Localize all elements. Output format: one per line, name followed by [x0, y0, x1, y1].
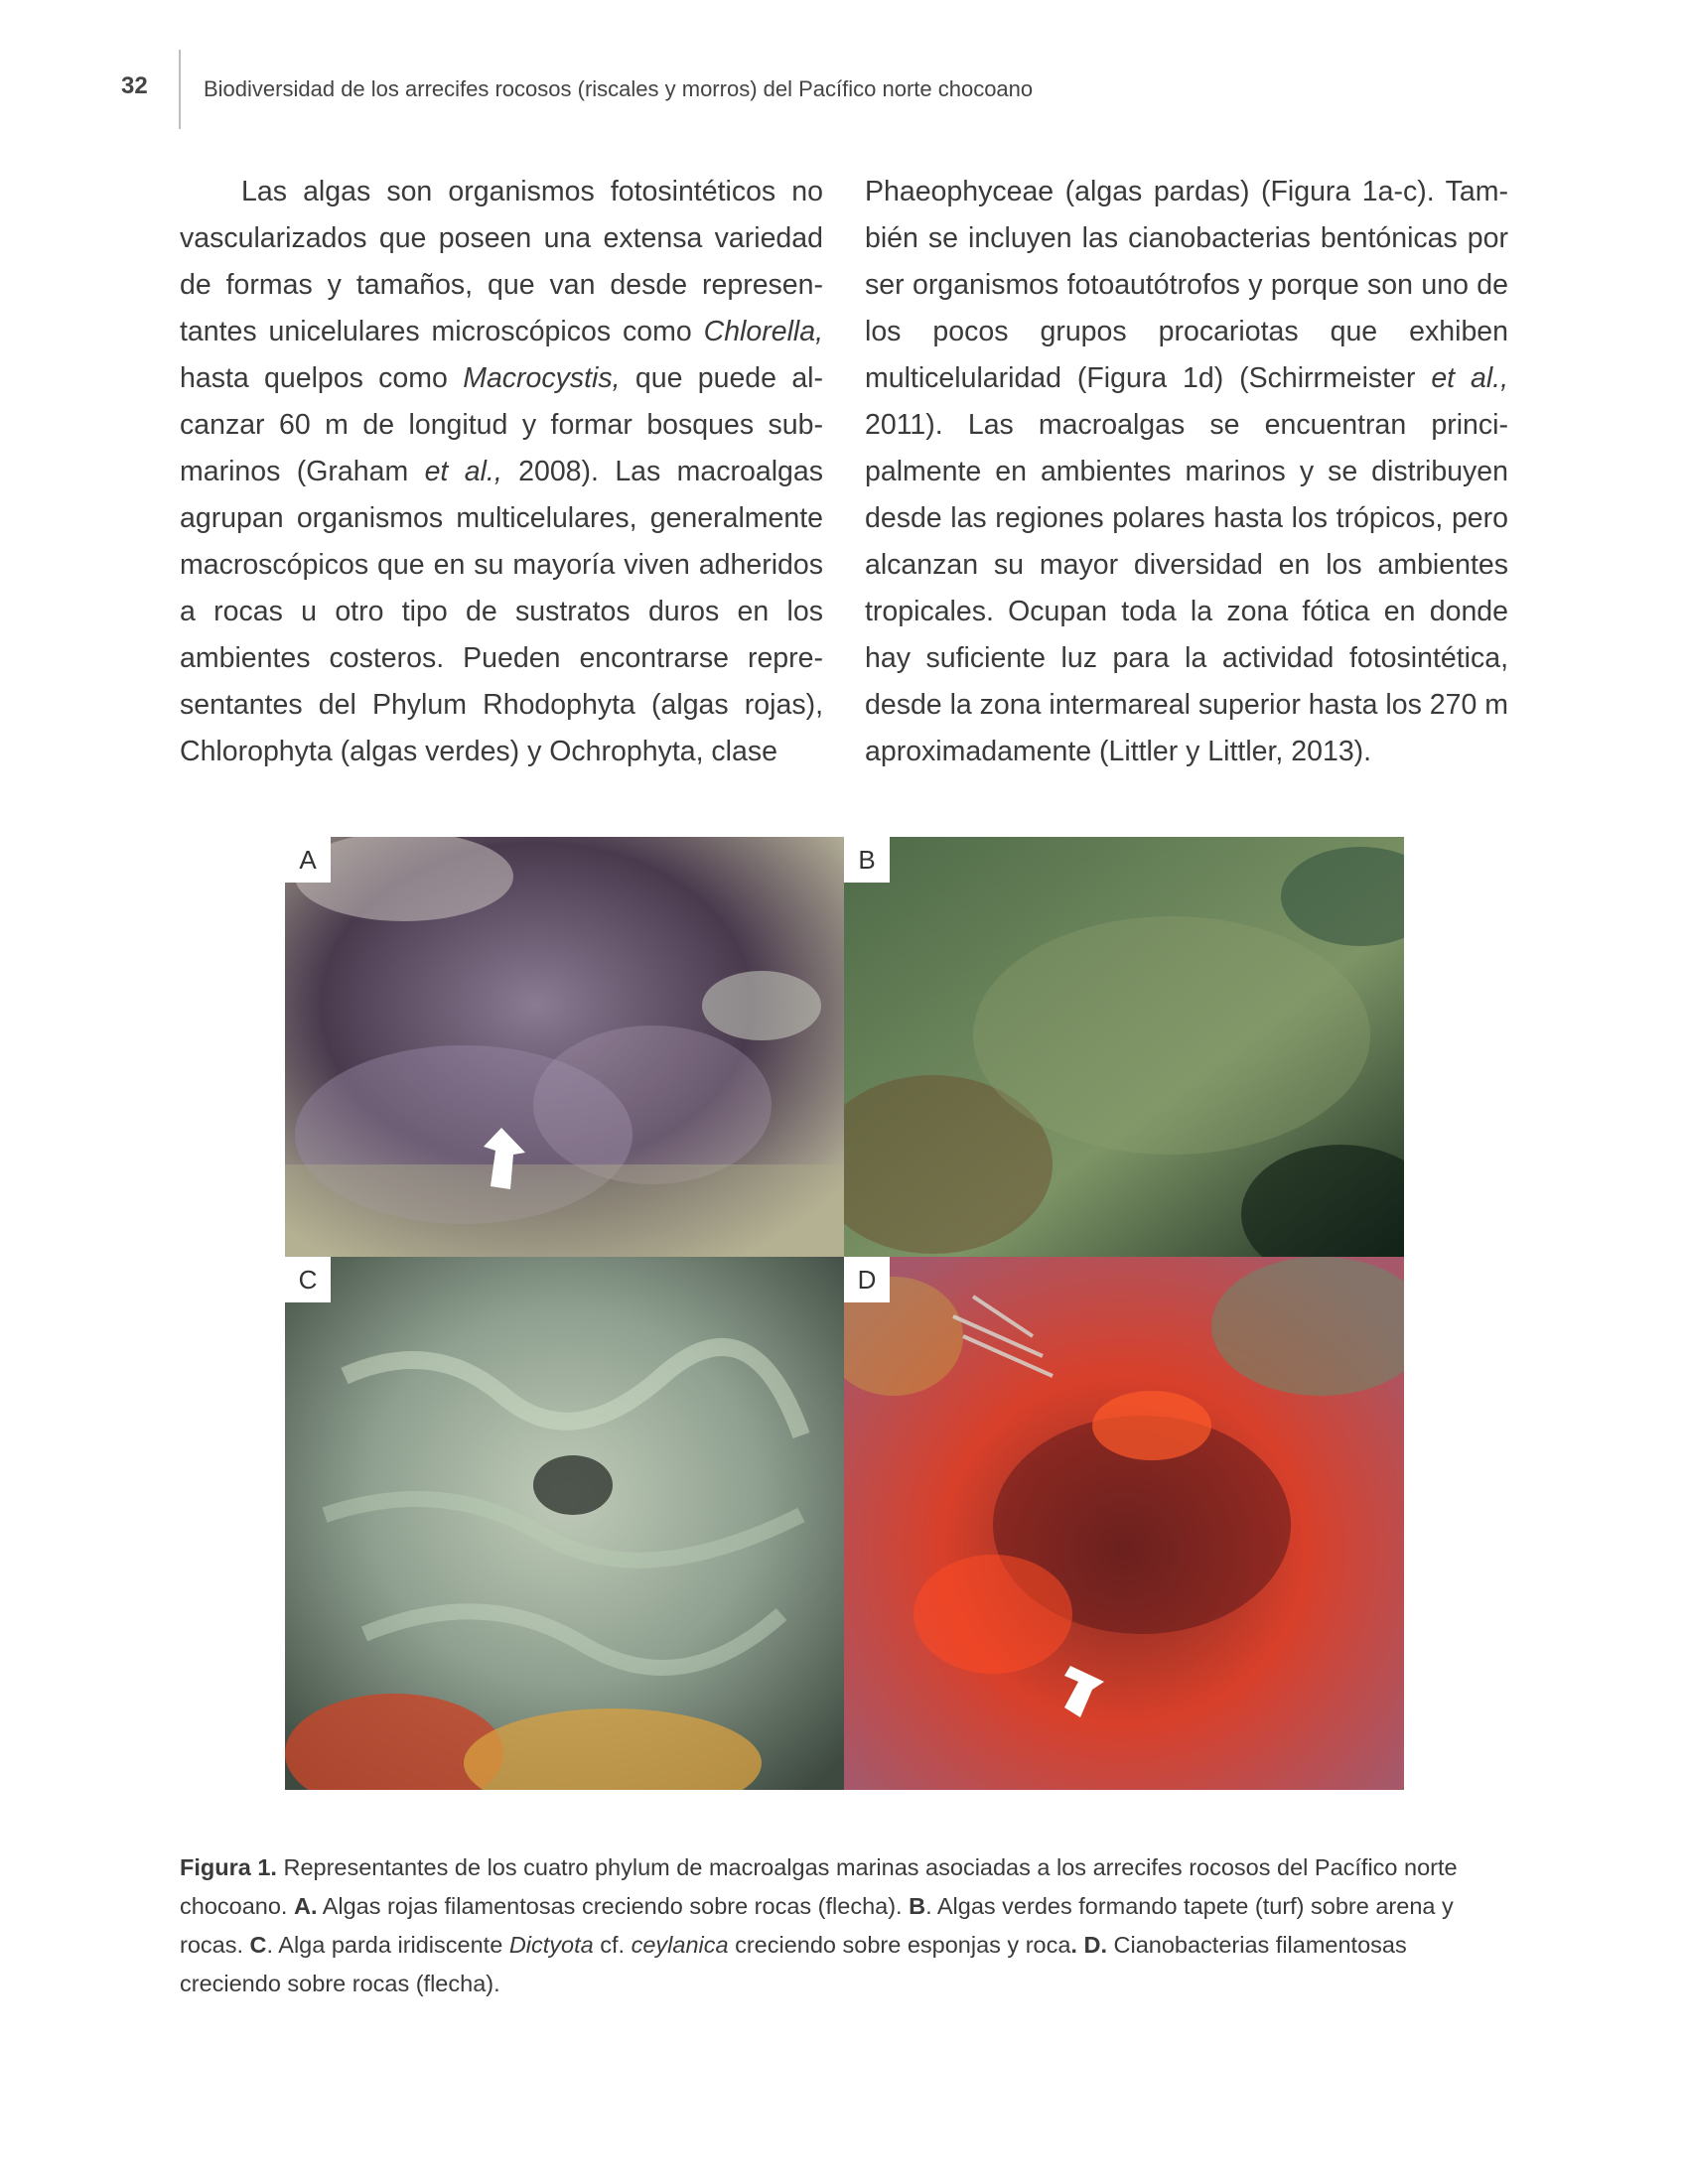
- running-title: Biodiversidad de los arrecifes rocosos (riscales y morros) del Pacífico norte chocoano: [204, 76, 1034, 101]
- page-number: 32: [121, 72, 148, 99]
- figure-panel-b: [844, 837, 1404, 1257]
- figure-caption: Figura 1. Representantes de los cuatro phylum de macroalgas marinas asociadas a los arrecifes rocosos del Pacífico norte chocoano. A. Algas rojas filamentosas creciendo sobre rocas (flecha). B. Algas verdes formando tapete (turf) sobre arena y rocas. C. Alga parda iridiscente Dictyota cf. ceylanica creciendo sobre esponjas y roca. D. Cianobacterias filamentosas creciendo sobre rocas (flecha).: [180, 1854, 1458, 1996]
- panel-label: B: [844, 837, 890, 883]
- panel-label: A: [285, 837, 331, 883]
- figure-1: [285, 837, 1404, 1790]
- photo-filamentous-cyanobacteria: [844, 1257, 1404, 1790]
- left-column: [180, 169, 823, 775]
- figure-panel-c: [285, 1257, 844, 1790]
- page-header: [0, 0, 1688, 139]
- photo-dictyota-brown-algae: [285, 1257, 844, 1790]
- paragraph: Phaeophyceae (algas pardas) (Figura 1a-c). También se incluyen las cianobacterias bentónicas por ser organismos fotoautótrofos y porque son uno de los pocos grupos procariotas que exhiben multicelularidad (Figura 1d) (Schirrmeister et al., 2011). Las macroalgas se encuentran principalmente en ambientes marinos y se distribuyen desde las regiones polares hasta los trópicos, pero alcanzan su mayor diversidad en los ambientes tropicales. Ocupan toda la zona fótica en donde hay suficiente luz para la actividad fotosintética, desde la zona intermareal superior hasta los 270 m aproximadamente (Littler y Littler, 2013).: [865, 176, 1508, 767]
- photo-red-filamentous-algae: [285, 837, 844, 1257]
- body-text: [180, 169, 1508, 775]
- figure-panel-d: [844, 1257, 1404, 1790]
- header-divider: [179, 50, 181, 129]
- panel-label: C: [285, 1257, 331, 1302]
- panel-label: D: [844, 1257, 890, 1302]
- photo-green-algae-turf: [844, 837, 1404, 1257]
- figure-panel-a: [285, 837, 844, 1257]
- paragraph: Las algas son organismos fotosintéticos no vascularizados que poseen una extensa variedad de formas y tamaños, que van desde representantes unicelulares microscópicos como Chlorella, hasta quelpos como Macrocystis, que puede alcanzar 60 m de longitud y formar bosques submarinos (Graham et al., 2008). Las macroalgas agrupan organismos multicelulares, generalmente macroscópicos que en su mayoría viven adheridos a rocas u otro tipo de sustratos duros en los ambientes costeros. Pueden encontrarse representantes del Phylum Rhodophyta (algas rojas), Chlorophyta (algas verdes) y Ochrophyta, clase: [180, 176, 823, 767]
- right-column: [865, 169, 1508, 775]
